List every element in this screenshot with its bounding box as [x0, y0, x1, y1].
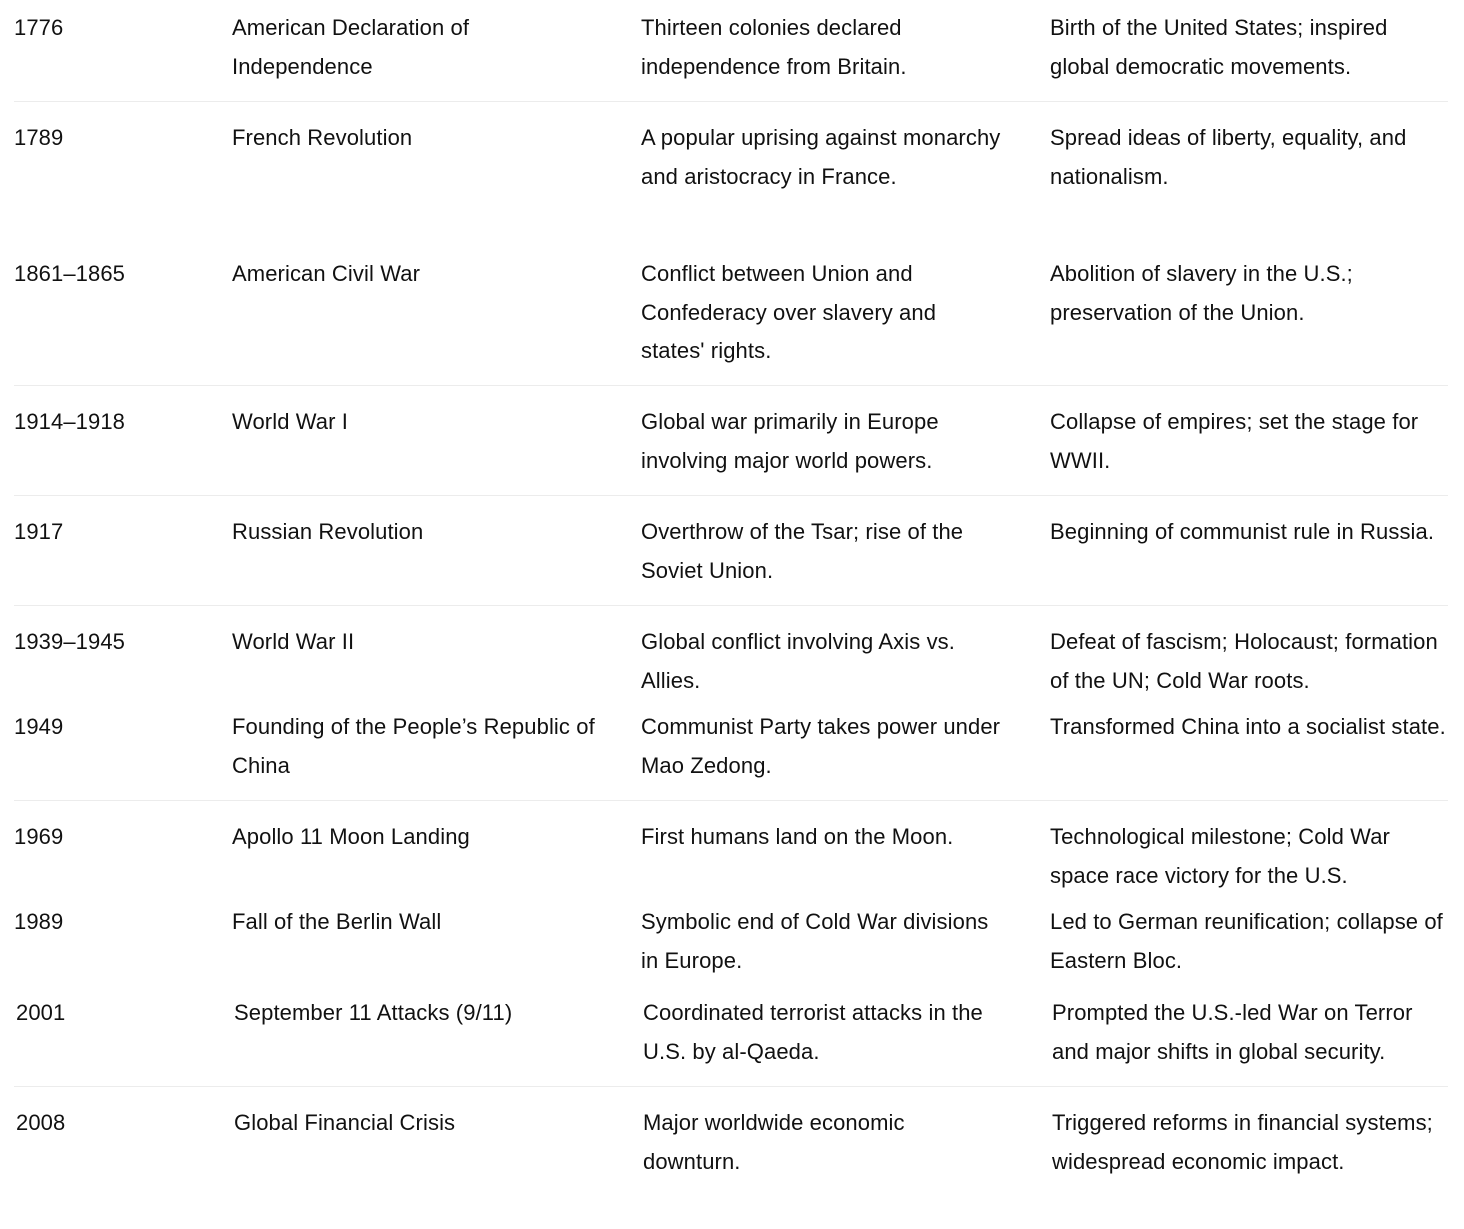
description-cell: Symbolic end of Cold War divisions in Europe.	[641, 909, 989, 973]
impact-cell: Triggered reforms in financial systems; widespread economic impact.	[1052, 1110, 1433, 1174]
description-cell: Communist Party takes power under Mao Zedong.	[641, 714, 1001, 778]
table-row	[14, 623, 1448, 703]
event-cell: World War II	[232, 629, 355, 654]
description-cell: Global conflict involving Axis vs. Allies.	[641, 629, 955, 693]
description-cell: First humans land on the Moon.	[641, 824, 954, 849]
table-row	[14, 403, 1448, 496]
table-row	[14, 818, 1448, 898]
impact-cell: Spread ideas of liberty, equality, and nationalism.	[1050, 125, 1407, 189]
table-row	[14, 119, 1448, 251]
year-cell: 2001	[16, 1000, 66, 1025]
event-cell: Global Financial Crisis	[234, 1110, 456, 1135]
description-cell: Coordinated terrorist attacks in the U.S. by al-Qaeda.	[643, 1000, 983, 1064]
table-row	[14, 903, 1448, 983]
table-row	[14, 994, 1448, 1087]
table-row	[14, 513, 1448, 606]
description-cell: Global war primarily in Europe involving major world powers.	[641, 409, 939, 473]
impact-cell: Prompted the U.S.-led War on Terror and major shifts in global security.	[1052, 1000, 1413, 1064]
impact-cell: Transformed China into a socialist state.	[1050, 714, 1446, 739]
year-cell: 2008	[16, 1110, 66, 1135]
year-cell: 1949	[14, 714, 64, 739]
impact-cell: Collapse of empires; set the stage for WWII.	[1050, 409, 1419, 473]
event-cell: French Revolution	[232, 125, 413, 150]
impact-cell: Beginning of communist rule in Russia.	[1050, 519, 1435, 544]
event-cell: September 11 Attacks (9/11)	[234, 1000, 513, 1025]
description-cell: Thirteen colonies declared independence from Britain.	[641, 15, 907, 79]
table-row	[14, 1104, 1448, 1224]
table-row	[14, 255, 1448, 386]
description-cell: Overthrow of the Tsar; rise of the Soviet Union.	[641, 519, 964, 583]
event-cell: American Declaration of Independence	[232, 15, 470, 79]
event-cell: Russian Revolution	[232, 519, 424, 544]
impact-cell: Technological milestone; Cold War space race victory for the U.S.	[1050, 824, 1390, 888]
event-cell: American Civil War	[232, 261, 421, 286]
event-cell: Fall of the Berlin Wall	[232, 909, 442, 934]
year-cell: 1917	[14, 519, 64, 544]
year-cell: 1939–1945	[14, 629, 126, 654]
description-cell: Major worldwide economic downturn.	[643, 1110, 905, 1174]
event-cell: World War I	[232, 409, 348, 434]
year-cell: 1861–1865	[14, 261, 126, 286]
table-row	[14, 708, 1448, 801]
year-cell: 1989	[14, 909, 64, 934]
event-cell: Founding of the People’s Republic of China	[232, 714, 595, 778]
year-cell: 1789	[14, 125, 64, 150]
year-cell: 1969	[14, 824, 64, 849]
event-cell: Apollo 11 Moon Landing	[232, 824, 470, 849]
year-cell: 1914–1918	[14, 409, 126, 434]
year-cell: 1776	[14, 15, 64, 40]
description-cell: A popular uprising against monarchy and aristocracy in France.	[641, 125, 1001, 189]
impact-cell: Defeat of fascism; Holocaust; formation of the UN; Cold War roots.	[1050, 629, 1438, 693]
impact-cell: Led to German reunification; collapse of Eastern Bloc.	[1050, 909, 1443, 973]
impact-cell: Birth of the United States; inspired global democratic movements.	[1050, 15, 1388, 79]
impact-cell: Abolition of slavery in the U.S.; preservation of the Union.	[1050, 261, 1353, 325]
description-cell: Conflict between Union and Confederacy over slavery and states' rights.	[641, 261, 937, 363]
table-row	[14, 9, 1448, 102]
